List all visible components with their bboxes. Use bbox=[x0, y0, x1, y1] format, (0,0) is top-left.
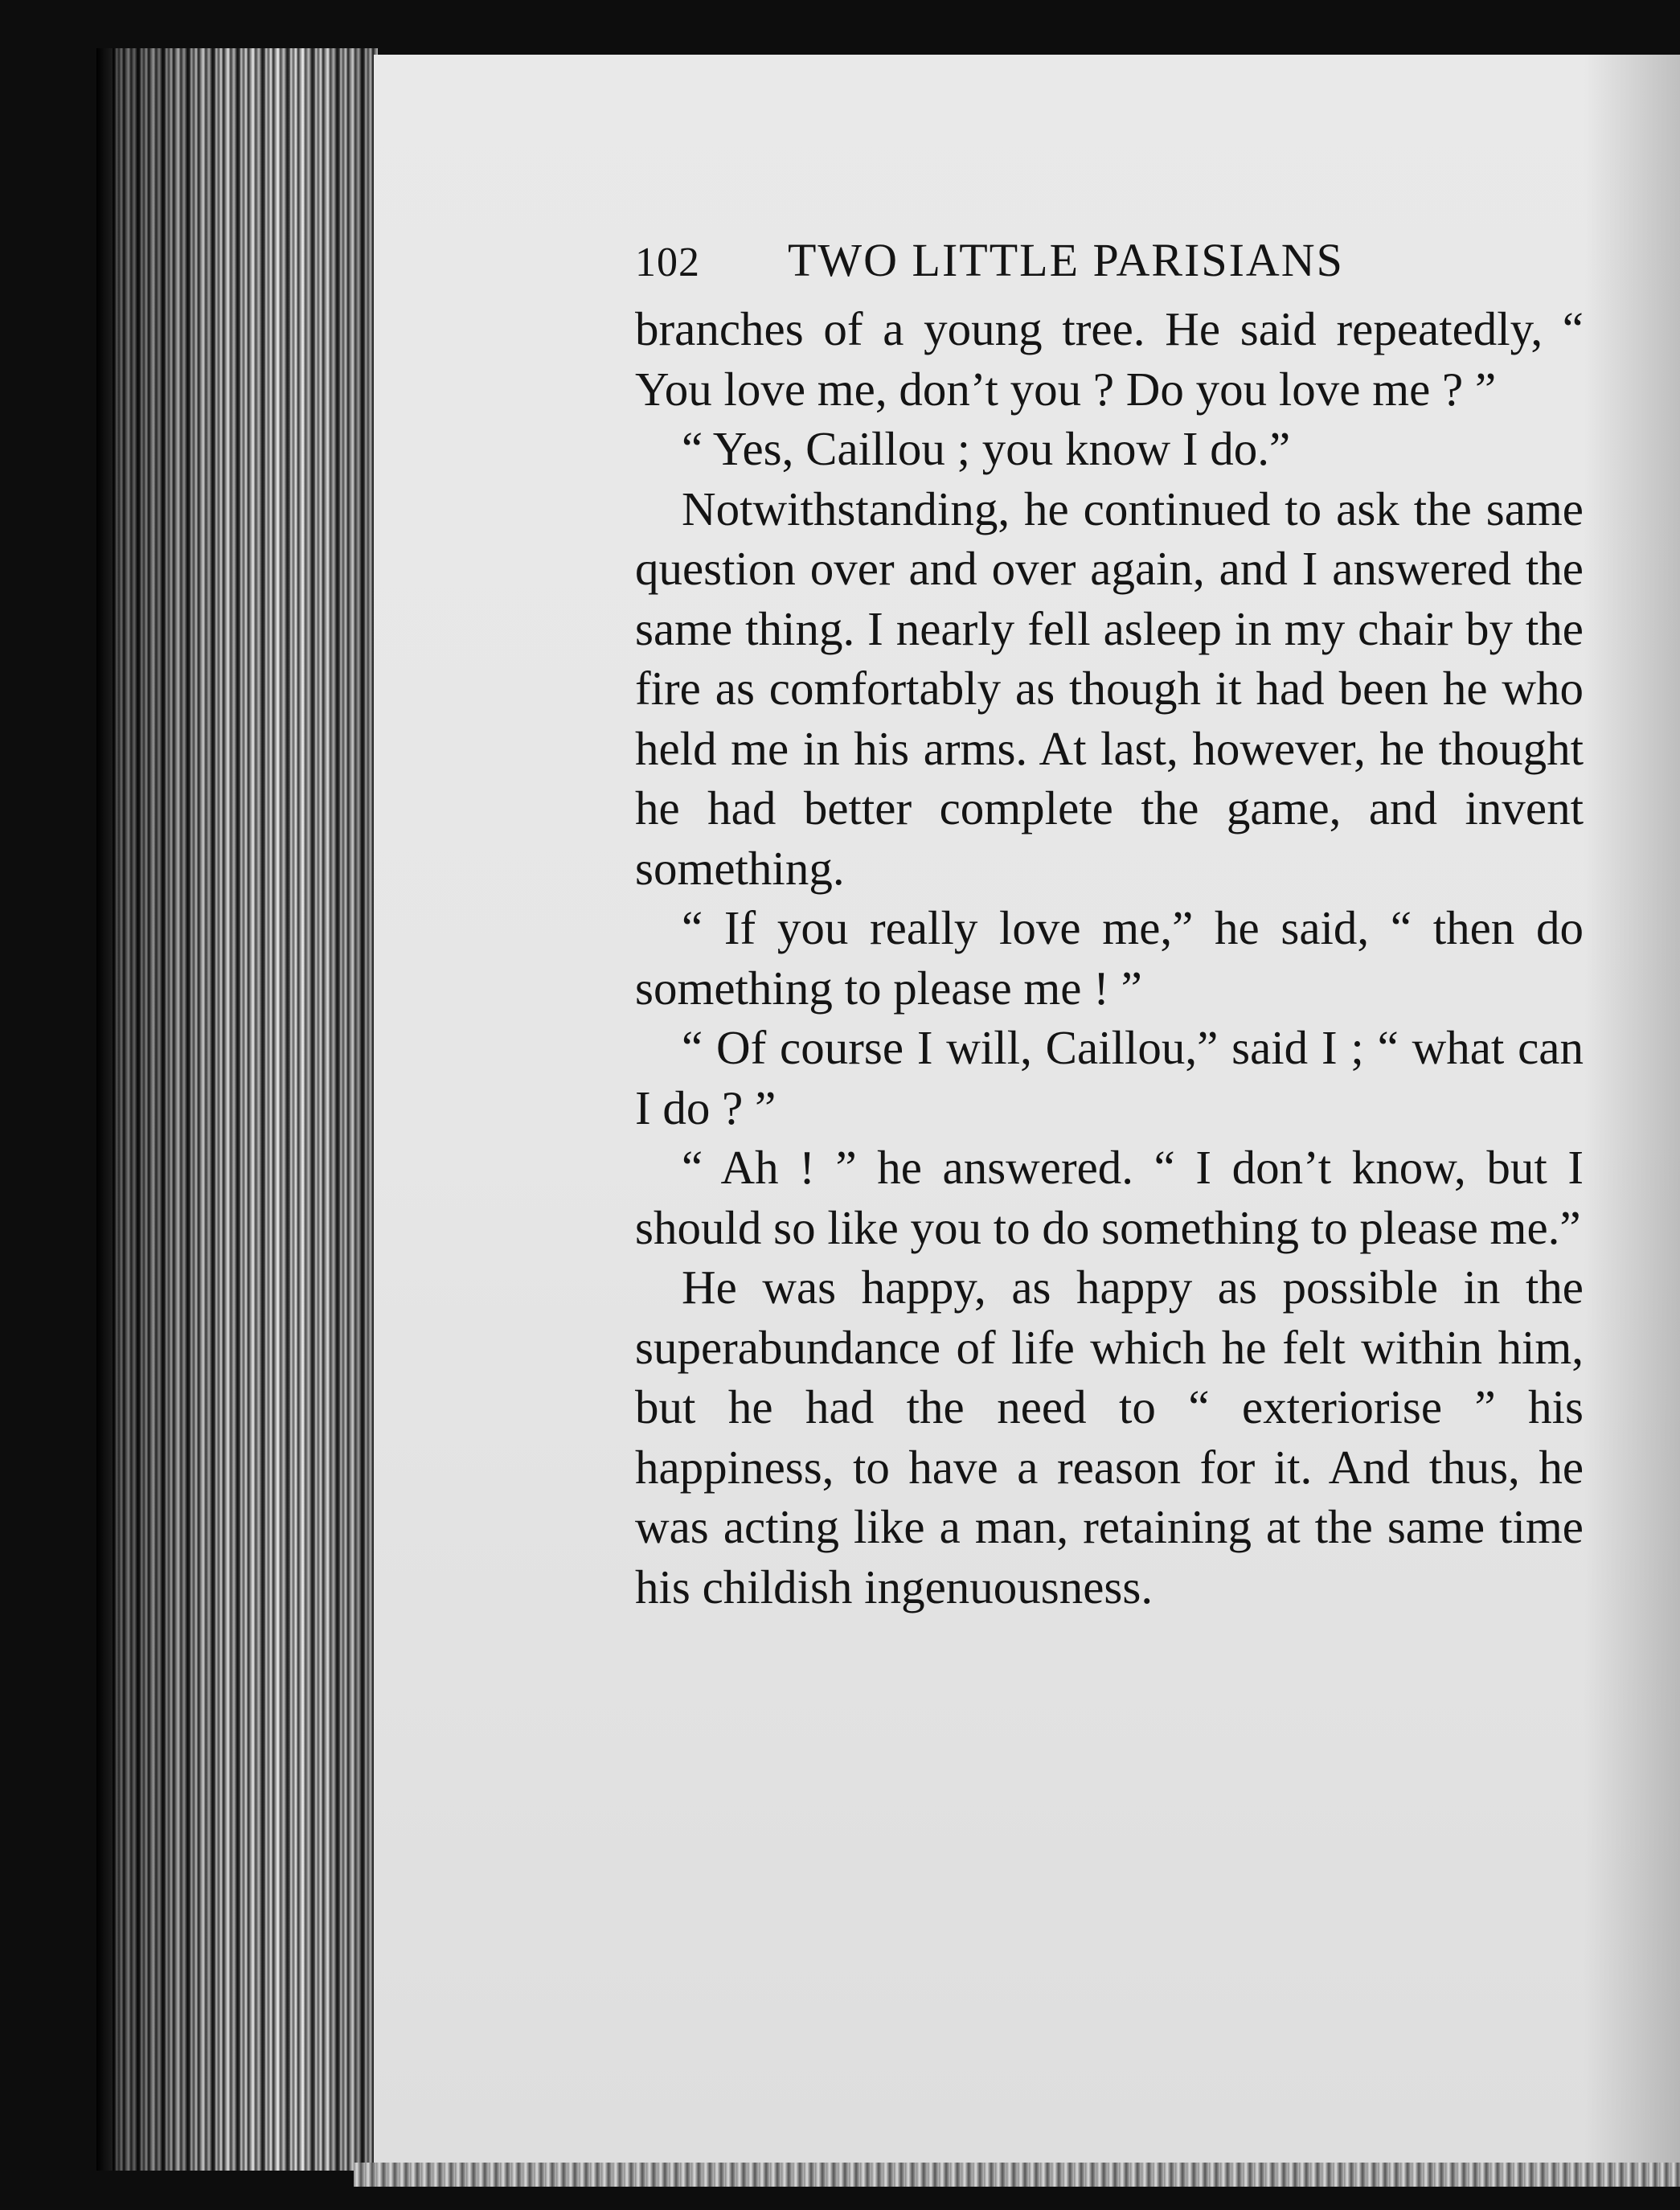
bottom-page-edges bbox=[354, 2163, 1680, 2187]
paragraph: Notwithstanding, he continued to ask the same question over and over again, and I answered the same thing. I nearly fell asleep in my chair by the fire as comfortably as though it had been he who held me in his arms. At last, however, he thought he had better complete the game, and invent something. bbox=[635, 482, 1584, 895]
paragraph: “ Ah ! ” he answered. “ I don’t know, but I should so like you to do something to please me.” bbox=[635, 1141, 1584, 1254]
paragraph: “ If you really love me,” he said, “ then do something to please me ! ” bbox=[635, 901, 1584, 1015]
paragraph: He was happy, as happy as possible in the superabundance of life which he felt within him, but he had the need to “ exteriorise ” his happiness, to have a reason for it. And thus, he was acting like a man, retaining at the same time his childish ingenuousness. bbox=[635, 1261, 1584, 1613]
page-number: 102 bbox=[635, 240, 700, 285]
paragraph: “ Of course I will, Caillou,” said I ; “ what can I do ? ” bbox=[635, 1021, 1584, 1134]
paragraph: branches of a young tree. He said repeatedly, “ You love me, don’t you ? Do you love me ? ” bbox=[635, 302, 1584, 416]
paragraph: “ Yes, Caillou ; you know I do.” bbox=[682, 422, 1291, 475]
running-head bbox=[635, 233, 1584, 299]
book-title: TWO LITTLE PARISIANS bbox=[788, 234, 1344, 286]
text-block bbox=[635, 233, 1584, 1617]
page-edges bbox=[113, 48, 378, 2171]
